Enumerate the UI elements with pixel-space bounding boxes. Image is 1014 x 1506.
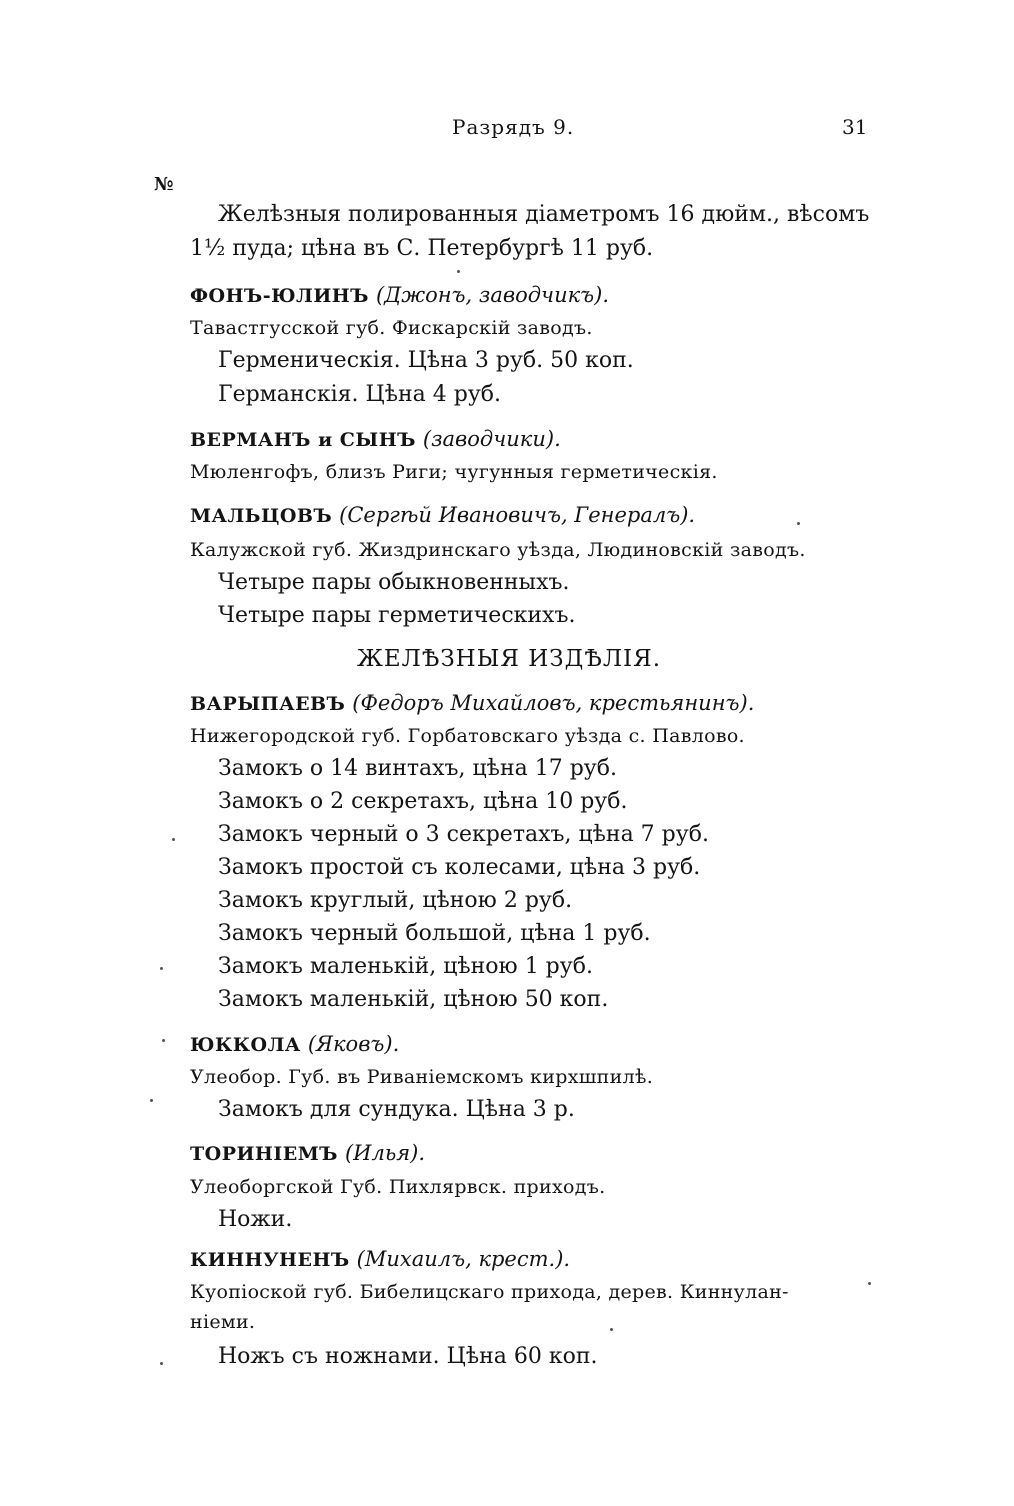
text-line: Желѣзныя полированныя діаметромъ 16 дюйм., вѣсомъ xyxy=(218,202,870,227)
exhibitor-entry xyxy=(190,1138,425,1169)
item-line: Замокъ черный о 3 секретахъ, цѣна 7 руб. xyxy=(218,822,709,847)
exhibitor-name: ВЕРМАНЪ и СЫНЪ xyxy=(190,429,416,451)
exhibitor-entry xyxy=(190,1244,570,1275)
print-speck xyxy=(868,1282,871,1285)
item-line: Четыре пары обыкновенныхъ. xyxy=(218,570,570,595)
number-column-mark: № xyxy=(154,174,174,195)
exhibitor-entry xyxy=(190,280,609,311)
location-line: Тавастгусской губ. Фискарскій заводъ. xyxy=(190,317,593,339)
item-line: Четыре пары герметическихъ. xyxy=(218,603,576,628)
print-speck xyxy=(162,1039,165,1042)
exhibitor-name: ЮККОЛА xyxy=(190,1034,301,1056)
running-header: Разрядъ 9. xyxy=(452,115,575,139)
text-line: 1½ пуда; цѣна въ С. Петербургѣ 11 руб. xyxy=(190,236,654,261)
print-speck xyxy=(150,1099,153,1102)
location-line: Улеобор. Губ. въ Риваніемскомъ кирхшпилѣ. xyxy=(190,1066,654,1088)
location-line: ніеми. xyxy=(190,1311,256,1333)
location-line: Улеоборгской Губ. Пихлярвск. приходъ. xyxy=(190,1176,606,1198)
exhibitor-role: (Михаилъ, крест.). xyxy=(356,1247,571,1271)
exhibitor-role: (заводчики). xyxy=(422,427,561,451)
exhibitor-name: МАЛЬЦОВЪ xyxy=(190,505,333,527)
section-heading: ЖЕЛѢЗНЫЯ ИЗДѢЛІЯ. xyxy=(357,646,662,672)
item-line: Ножи. xyxy=(218,1207,293,1232)
page-number: 31 xyxy=(842,115,868,139)
print-speck xyxy=(457,270,460,273)
location-line: Нижегородской губ. Горбатовскаго уѣзда с. Павлово. xyxy=(190,725,745,747)
exhibitor-role: (Федоръ Михайловъ, крестьянинъ). xyxy=(352,691,755,715)
exhibitor-role: (Илья). xyxy=(344,1141,426,1165)
exhibitor-name: КИННУНЕНЪ xyxy=(190,1249,350,1271)
location-line: Куопіоской губ. Бибелицскаго прихода, дерев. Киннулан- xyxy=(190,1281,789,1303)
location-line: Мюленгофъ, близъ Риги; чугунныя герметическія. xyxy=(190,461,718,483)
item-line: Замокъ маленькій, цѣною 1 руб. xyxy=(218,954,593,979)
item-line: Замокъ о 2 секретахъ, цѣна 10 руб. xyxy=(218,789,628,814)
print-speck xyxy=(160,1362,163,1365)
exhibitor-role: (Джонъ, заводчикъ). xyxy=(375,283,610,307)
exhibitor-entry xyxy=(190,424,561,455)
exhibitor-name: ТОРИНІЕМЪ xyxy=(190,1143,338,1165)
exhibitor-name: ВАРЫПАЕВЪ xyxy=(190,693,346,715)
exhibitor-role: (Яковъ). xyxy=(307,1032,400,1056)
exhibitor-entry xyxy=(190,1029,399,1060)
item-line: Замокъ маленькій, цѣною 50 коп. xyxy=(218,987,609,1012)
exhibitor-entry xyxy=(190,688,754,719)
item-line: Ножъ съ ножнами. Цѣна 60 коп. xyxy=(218,1344,598,1369)
item-line: Замокъ черный большой, цѣна 1 руб. xyxy=(218,921,651,946)
print-speck xyxy=(797,522,800,525)
item-line: Германскія. Цѣна 4 руб. xyxy=(218,382,502,407)
print-speck xyxy=(610,1328,613,1331)
print-speck xyxy=(160,967,163,970)
item-line: Замокъ о 14 винтахъ, цѣна 17 руб. xyxy=(218,756,617,781)
exhibitor-entry xyxy=(190,500,695,531)
print-speck xyxy=(172,838,175,841)
exhibitor-role: (Сергѣй Ивановичъ, Генералъ). xyxy=(339,503,696,527)
item-line: Замокъ простой съ колесами, цѣна 3 руб. xyxy=(218,855,701,880)
location-line: Калужской губ. Жиздринскаго уѣзда, Людиновскій заводъ. xyxy=(190,539,806,561)
item-line: Замокъ круглый, цѣною 2 руб. xyxy=(218,888,573,913)
exhibitor-name: ФОНЪ-ЮЛИНЪ xyxy=(190,285,369,307)
item-line: Герменическія. Цѣна 3 руб. 50 коп. xyxy=(218,348,634,373)
item-line: Замокъ для сундука. Цѣна 3 р. xyxy=(218,1097,575,1122)
